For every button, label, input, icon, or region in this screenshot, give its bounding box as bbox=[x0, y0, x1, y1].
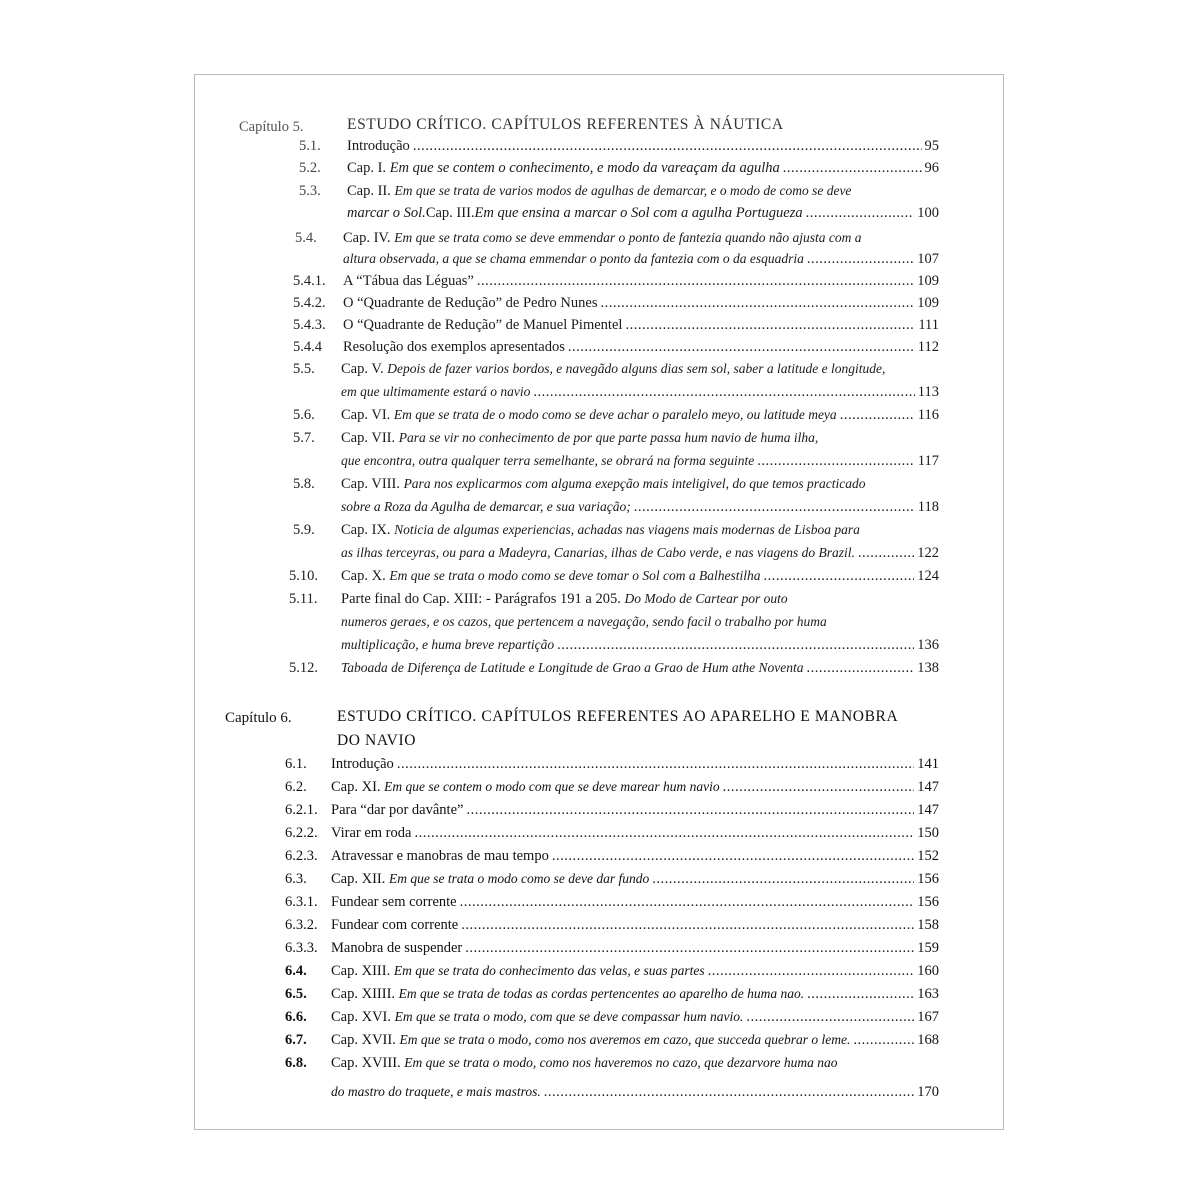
entry-page: 96 bbox=[924, 160, 939, 176]
entry-title-italic: Em que se contem o conhecimento, e modo da vareaçam da agulha bbox=[389, 160, 780, 176]
entry-title-italic: Depois de fazer varios bordos, e navegãdo alguns dias sem sol, saber a latitude e longitude, bbox=[387, 361, 886, 376]
entry-page: 163 bbox=[917, 986, 939, 1002]
chapter-title-continuation: DO NAVIO bbox=[337, 732, 417, 749]
toc-entry bbox=[331, 869, 939, 889]
entry-title-italic: Em que se trata o modo como se deve tomar o Sol com a Balhestilha bbox=[389, 568, 761, 583]
entry-number: 5.5. bbox=[293, 361, 315, 377]
entry-title-italic: Em que se trata de o modo como se deve achar o paralelo meyo, ou latitude meya bbox=[393, 407, 837, 422]
entry-page: 136 bbox=[917, 637, 939, 653]
entry-page: 112 bbox=[917, 339, 939, 355]
leader-dots bbox=[708, 961, 915, 981]
leader-dots bbox=[807, 984, 914, 1004]
entry-title: Cap. XVII. bbox=[331, 1032, 396, 1048]
entry-title: Cap. VII. bbox=[341, 430, 396, 446]
entry-title-italic: as ilhas terceyras, ou para a Madeyra, Canarias, ilhas de Cabo verde, e nas viagens do Brazil. bbox=[341, 545, 855, 560]
entry-page: 147 bbox=[917, 802, 939, 818]
leader-dots bbox=[853, 1030, 914, 1050]
entry-page: 117 bbox=[917, 453, 939, 469]
toc-entry bbox=[331, 823, 939, 843]
leader-dots bbox=[723, 777, 915, 797]
toc-entry-continuation bbox=[341, 451, 939, 471]
entry-number: 6.6. bbox=[285, 1009, 307, 1025]
entry-title-italic: Para nos explicarmos com alguma exepção mais inteligivel, do que temos practicado bbox=[403, 476, 866, 491]
entry-number: 5.4.1. bbox=[293, 273, 326, 289]
entry-title: A “Tábua das Léguas” bbox=[343, 273, 474, 289]
toc-entry bbox=[331, 915, 939, 935]
entry-title-italic: que encontra, outra qualquer terra semelhante, se obrará na forma seguinte bbox=[341, 453, 755, 468]
leader-dots bbox=[460, 892, 915, 912]
entry-title: Cap. V. bbox=[341, 361, 384, 377]
entry-title-italic: marcar o Sol. bbox=[347, 205, 426, 221]
entry-number: 5.9. bbox=[293, 522, 315, 538]
entry-title: Cap. XI. bbox=[331, 779, 381, 795]
table-of-contents bbox=[195, 75, 1003, 1129]
entry-title-italic: Em que ensina a marcar o Sol com a agulha Portugueza bbox=[474, 205, 803, 221]
toc-entry bbox=[331, 800, 939, 820]
toc-entry bbox=[341, 658, 939, 678]
entry-title: O “Quadrante de Redução” de Pedro Nunes bbox=[343, 295, 598, 311]
entry-title: Introdução bbox=[347, 138, 410, 154]
leader-dots bbox=[652, 869, 914, 889]
entry-title: Cap. IV. bbox=[343, 230, 391, 246]
entry-page: 167 bbox=[917, 1009, 939, 1025]
leader-dots bbox=[634, 497, 915, 517]
toc-entry-continuation bbox=[341, 612, 939, 632]
toc-entry-continuation bbox=[341, 635, 939, 655]
entry-page: 138 bbox=[917, 660, 939, 676]
entry-page: 116 bbox=[917, 407, 939, 423]
leader-dots bbox=[461, 915, 914, 935]
entry-title: Cap. XIII. bbox=[331, 963, 391, 979]
entry-title-italic: sobre a Roza da Agulha de demarcar, e sua variação; bbox=[341, 499, 631, 514]
entry-title-italic: Noticia de algumas experiencias, achadas nas viagens mais modernas de Lisboa para bbox=[394, 522, 860, 537]
leader-dots bbox=[397, 754, 914, 774]
leader-dots bbox=[625, 315, 915, 335]
toc-entry bbox=[347, 158, 939, 178]
toc-entry bbox=[341, 520, 939, 540]
entry-number: 5.1. bbox=[299, 138, 321, 154]
toc-entry bbox=[343, 315, 939, 335]
entry-page: 160 bbox=[917, 963, 939, 979]
toc-entry bbox=[331, 984, 939, 1004]
entry-title: Virar em roda bbox=[331, 825, 412, 841]
entry-page: 170 bbox=[917, 1084, 939, 1100]
entry-page: 109 bbox=[917, 295, 939, 311]
entry-number: 5.11. bbox=[289, 591, 318, 607]
leader-dots bbox=[477, 271, 914, 291]
toc-entry bbox=[341, 474, 939, 494]
entry-page: 150 bbox=[917, 825, 939, 841]
entry-page: 141 bbox=[917, 756, 939, 772]
toc-entry bbox=[331, 1053, 939, 1073]
leader-dots bbox=[858, 543, 914, 563]
entry-number: 6.1. bbox=[285, 756, 307, 772]
leader-dots bbox=[806, 658, 914, 678]
leader-dots bbox=[466, 800, 914, 820]
leader-dots bbox=[533, 382, 914, 402]
toc-entry bbox=[341, 589, 939, 609]
entry-number: 5.4.4 bbox=[293, 339, 322, 355]
entry-title-italic: Em que se trata como se deve emmendar o ponto de fantezia quando não ajusta com a bbox=[394, 230, 862, 245]
toc-entry bbox=[343, 228, 939, 248]
entry-title: Cap. IX. bbox=[341, 522, 391, 538]
entry-title-italic: em que ultimamente estará o navio bbox=[341, 384, 531, 399]
entry-number: 6.5. bbox=[285, 986, 307, 1002]
entry-number: 5.4.2. bbox=[293, 295, 326, 311]
entry-title-italic: Em que se trata o modo, como nos haveremos no cazo, que dezarvore huma nao bbox=[404, 1055, 838, 1070]
entry-title: Resolução dos exemplos apresentados bbox=[343, 339, 565, 355]
toc-entry bbox=[331, 1030, 939, 1050]
leader-dots bbox=[746, 1007, 914, 1027]
toc-entry bbox=[343, 293, 939, 313]
toc-entry-continuation bbox=[341, 497, 939, 517]
leader-dots bbox=[764, 566, 915, 586]
entry-number: 6.3.1. bbox=[285, 894, 318, 910]
toc-entry bbox=[331, 961, 939, 981]
entry-number: 5.10. bbox=[289, 568, 318, 584]
entry-title: Cap. XVI. bbox=[331, 1009, 392, 1025]
leader-dots bbox=[568, 337, 915, 357]
leader-dots bbox=[783, 158, 922, 178]
entry-title-italic: Do Modo de Cartear por outo bbox=[624, 591, 788, 606]
entry-number: 5.8. bbox=[293, 476, 315, 492]
toc-entry bbox=[347, 181, 939, 201]
toc-entry bbox=[347, 136, 939, 156]
entry-number: 6.8. bbox=[285, 1055, 307, 1071]
entry-title: Cap. XVIII. bbox=[331, 1055, 401, 1071]
entry-page: 118 bbox=[917, 499, 939, 515]
entry-title: Para “dar por davânte” bbox=[331, 802, 464, 818]
entry-title: Parte final do Cap. XIII: - Parágrafos 191 a 205. bbox=[341, 591, 621, 607]
leader-dots bbox=[413, 136, 922, 156]
entry-title-italic: Em que se trata o modo, como nos averemos em cazo, que succeda quebrar o leme. bbox=[399, 1032, 851, 1047]
entry-number: 6.2.1. bbox=[285, 802, 318, 818]
entry-page: 156 bbox=[917, 871, 939, 887]
entry-title-italic: Em que se contem o modo com que se deve marear hum navio bbox=[384, 779, 720, 794]
entry-title: Manobra de suspender bbox=[331, 940, 463, 956]
toc-entry bbox=[331, 846, 939, 866]
entry-page: 107 bbox=[917, 251, 939, 267]
entry-number: 6.2.2. bbox=[285, 825, 318, 841]
entry-title-italic: numeros geraes, e os cazos, que pertencem a navegação, sendo facil o trabalho por huma bbox=[341, 614, 827, 629]
toc-entry-continuation bbox=[341, 543, 939, 563]
toc-entry bbox=[341, 566, 939, 586]
entry-number: 5.6. bbox=[293, 407, 315, 423]
entry-page: 113 bbox=[917, 384, 939, 400]
entry-number: 6.3.3. bbox=[285, 940, 318, 956]
entry-page: 124 bbox=[917, 568, 939, 584]
entry-title: Cap. III. bbox=[425, 205, 475, 221]
entry-number: 5.7. bbox=[293, 430, 315, 446]
entry-page: 122 bbox=[917, 545, 939, 561]
toc-entry bbox=[331, 777, 939, 797]
toc-entry bbox=[331, 754, 939, 774]
leader-dots bbox=[465, 938, 914, 958]
entry-page: 109 bbox=[917, 273, 939, 289]
entry-number: 6.4. bbox=[285, 963, 307, 979]
entry-title-italic: Em que se trata de varios modos de agulhas de demarcar, e o modo de como se deve bbox=[394, 183, 852, 198]
toc-entry bbox=[343, 337, 939, 357]
entry-title: Cap. VIII. bbox=[341, 476, 400, 492]
entry-page: 168 bbox=[917, 1032, 939, 1048]
entry-number: 6.3. bbox=[285, 871, 307, 887]
entry-page: 95 bbox=[924, 138, 939, 154]
leader-dots bbox=[552, 846, 914, 866]
leader-dots bbox=[807, 249, 914, 269]
entry-title: Cap. II. bbox=[347, 183, 391, 199]
leader-dots bbox=[840, 405, 915, 425]
chapter-label: Capítulo 6. bbox=[225, 710, 292, 726]
toc-entry bbox=[331, 1007, 939, 1027]
entry-title-italic: multiplicação, e huma breve repartição bbox=[341, 637, 555, 652]
entry-page: 156 bbox=[917, 894, 939, 910]
leader-dots bbox=[757, 451, 915, 471]
toc-entry bbox=[341, 405, 939, 425]
entry-page: 152 bbox=[917, 848, 939, 864]
entry-page: 100 bbox=[917, 205, 939, 221]
entry-title-italic: Em que se trata do conhecimento das velas, e suas partes bbox=[393, 963, 705, 978]
entry-title-italic: do mastro do traquete, e mais mastros. bbox=[331, 1084, 541, 1099]
entry-title-italic: altura observada, a que se chama emmendar o ponto da fantezia com o da esquadria bbox=[343, 251, 804, 266]
entry-number: 5.12. bbox=[289, 660, 318, 676]
entry-title-italic: Em que se trata o modo como se deve dar fundo bbox=[389, 871, 650, 886]
entry-number: 5.3. bbox=[299, 183, 321, 199]
entry-page: 158 bbox=[917, 917, 939, 933]
entry-number: 6.3.2. bbox=[285, 917, 318, 933]
entry-title: Introdução bbox=[331, 756, 394, 772]
entry-number: 5.4.3. bbox=[293, 317, 326, 333]
toc-entry-continuation bbox=[331, 1082, 939, 1102]
toc-entry-continuation bbox=[343, 249, 939, 269]
chapter-title: ESTUDO CRÍTICO. CAPÍTULOS REFERENTES AO APARELHO E MANOBRA bbox=[337, 708, 899, 725]
toc-entry bbox=[341, 359, 939, 379]
entry-page: 147 bbox=[917, 779, 939, 795]
entry-title-italic: Em que se trata de todas as cordas pertencentes ao aparelho de huma nao. bbox=[398, 986, 805, 1001]
entry-title: Atravessar e manobras de mau tempo bbox=[331, 848, 549, 864]
document-page bbox=[194, 74, 1004, 1130]
toc-entry bbox=[331, 892, 939, 912]
entry-title: O “Quadrante de Redução” de Manuel Pimentel bbox=[343, 317, 623, 333]
entry-title-italic: Para se vir no conhecimento de por que parte passa hum navio de huma ilha, bbox=[398, 430, 819, 445]
toc-entry bbox=[341, 428, 939, 448]
leader-dots bbox=[544, 1082, 914, 1102]
entry-title-italic: Taboada de Diferença de Latitude e Longitude de Grao a Grao de Hum athe Noventa bbox=[341, 660, 804, 675]
entry-number: 6.2.3. bbox=[285, 848, 318, 864]
leader-dots bbox=[414, 823, 914, 843]
entry-title: Cap. I. bbox=[347, 160, 387, 176]
chapter-label: Capítulo 5. bbox=[239, 119, 304, 135]
toc-entry-continuation bbox=[341, 382, 939, 402]
entry-number: 5.4. bbox=[295, 230, 317, 246]
entry-title: Cap. X. bbox=[341, 568, 386, 584]
entry-title: Cap. XII. bbox=[331, 871, 386, 887]
toc-entry-continuation bbox=[347, 203, 939, 223]
entry-number: 6.7. bbox=[285, 1032, 307, 1048]
entry-title: Fundear sem corrente bbox=[331, 894, 457, 910]
entry-number: 6.2. bbox=[285, 779, 307, 795]
leader-dots bbox=[557, 635, 914, 655]
entry-title-italic: Em que se trata o modo, com que se deve compassar hum navio. bbox=[394, 1009, 744, 1024]
entry-page: 159 bbox=[917, 940, 939, 956]
entry-title: Fundear com corrente bbox=[331, 917, 459, 933]
leader-dots bbox=[806, 203, 915, 223]
entry-title: Cap. XIIII. bbox=[331, 986, 396, 1002]
entry-page: 111 bbox=[918, 317, 939, 333]
leader-dots bbox=[600, 293, 914, 313]
entry-title: Cap. VI. bbox=[341, 407, 391, 423]
entry-number: 5.2. bbox=[299, 160, 321, 176]
toc-entry bbox=[331, 938, 939, 958]
chapter-title: ESTUDO CRÍTICO. CAPÍTULOS REFERENTES À NÁUTICA bbox=[347, 116, 784, 133]
toc-entry bbox=[343, 271, 939, 291]
